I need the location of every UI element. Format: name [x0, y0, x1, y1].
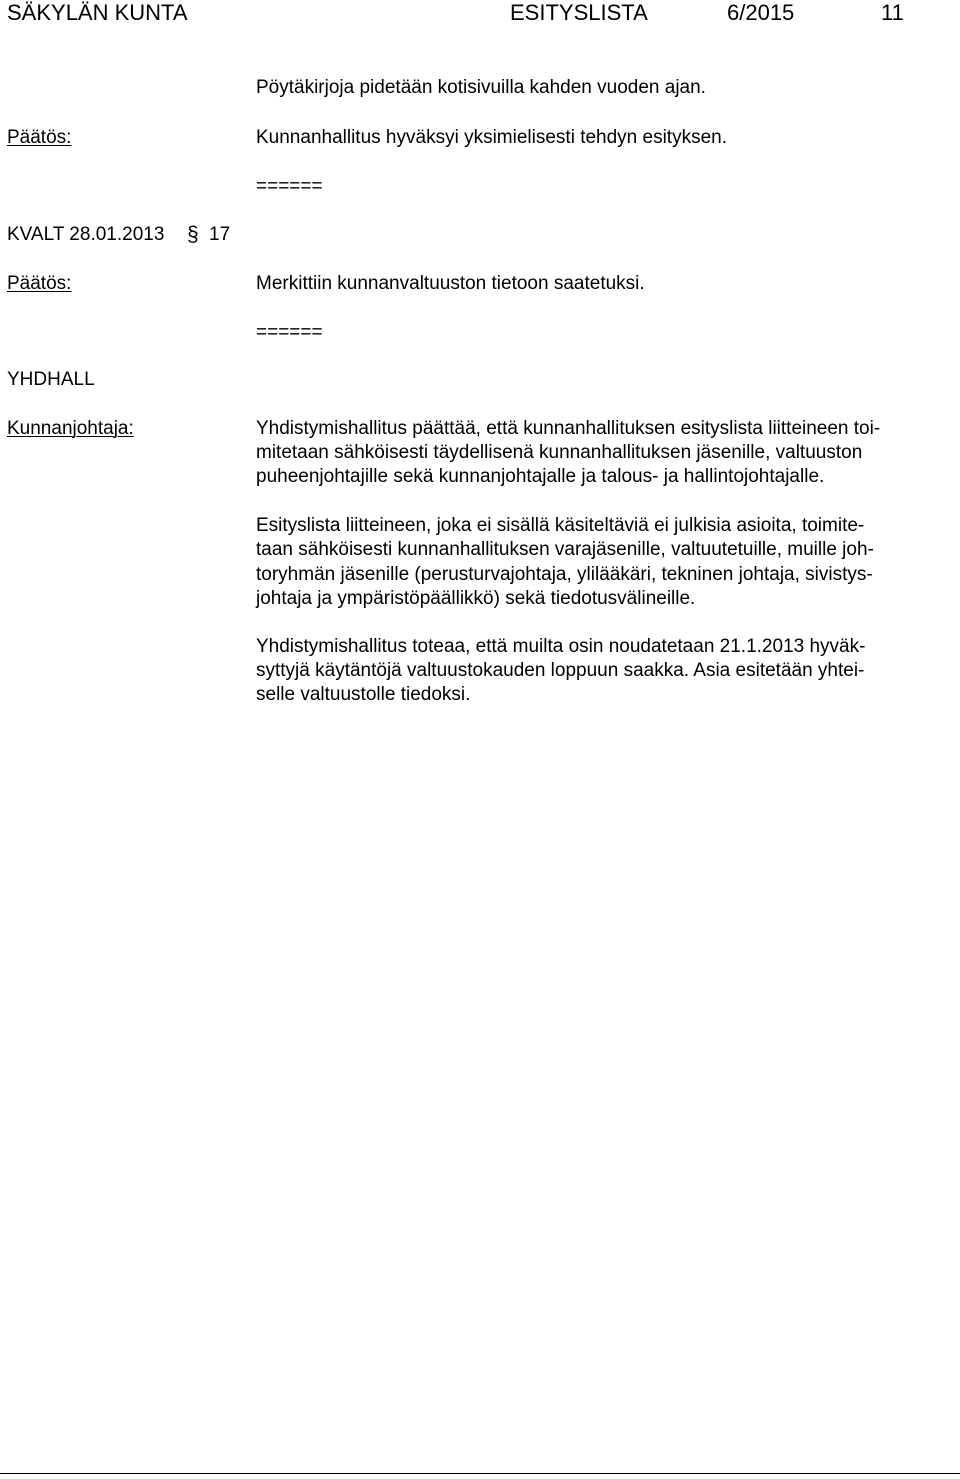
paragraph-line: Yhdistymishallitus toteaa, että muilta osin noudatetaan 21.1.2013 hyväk-: [256, 636, 866, 657]
section-sign-icon: §: [187, 223, 199, 246]
item1-decision-label: Päätös:: [7, 127, 72, 148]
header-organization: SÄKYLÄN KUNTA: [7, 0, 188, 25]
paragraph-line: syttyjä käytäntöjä valtuustokauden loppuun saakka. Asia esitetään yhtei-: [256, 660, 865, 681]
item1-decision-text: Kunnanhallitus hyväksyi yksimielisesti tehdyn esityksen.: [256, 127, 727, 148]
item2-decision-label: Päätös:: [7, 273, 72, 294]
paragraph-line: puheenjohtajille sekä kunnanjohtajalle ja talous- ja hallintojohtajalle.: [256, 466, 825, 487]
item2-separator: ======: [256, 322, 323, 343]
item1-separator: ======: [256, 176, 323, 197]
paragraph-line: selle valtuustolle tiedoksi.: [256, 684, 471, 705]
item2-decision-text: Merkittiin kunnanvaltuuston tietoon saatetuksi.: [256, 273, 645, 294]
footer-divider: [0, 1473, 960, 1474]
paragraph-line: johtaja ja ympäristöpäällikkö) sekä tiedotusvälineille.: [256, 588, 696, 609]
header-page-number: 11: [881, 0, 904, 25]
header-document-type: ESITYSLISTA: [510, 0, 648, 25]
item3-reference: YHDHALL: [7, 369, 95, 390]
header-meeting-number: 6/2015: [727, 0, 795, 25]
paragraph-line: taan sähköisesti kunnanhallituksen varajäsenille, valtuutetuille, muille joh-: [256, 539, 874, 560]
item1-text: Pöytäkirjoja pidetään kotisivuilla kahden vuoden ajan.: [256, 77, 706, 98]
paragraph-line: mitetaan sähköisesti täydellisenä kunnanhallituksen jäsenille, valtuuston: [256, 442, 863, 463]
item2-reference: KVALT 28.01.2013: [7, 224, 165, 245]
item2-section-number: 17: [209, 224, 231, 245]
paragraph-line: Esityslista liitteineen, joka ei sisällä käsiteltäviä ei julkisia asioita, toimite-: [256, 515, 865, 536]
item3-proposer-label: Kunnanjohtaja:: [7, 418, 134, 439]
paragraph-line: toryhmän jäsenille (perusturvajohtaja, ylilääkäri, tekninen johtaja, sivistys-: [256, 564, 873, 585]
paragraph-line: Yhdistymishallitus päättää, että kunnanhallituksen esityslista liitteineen toi-: [256, 418, 881, 439]
